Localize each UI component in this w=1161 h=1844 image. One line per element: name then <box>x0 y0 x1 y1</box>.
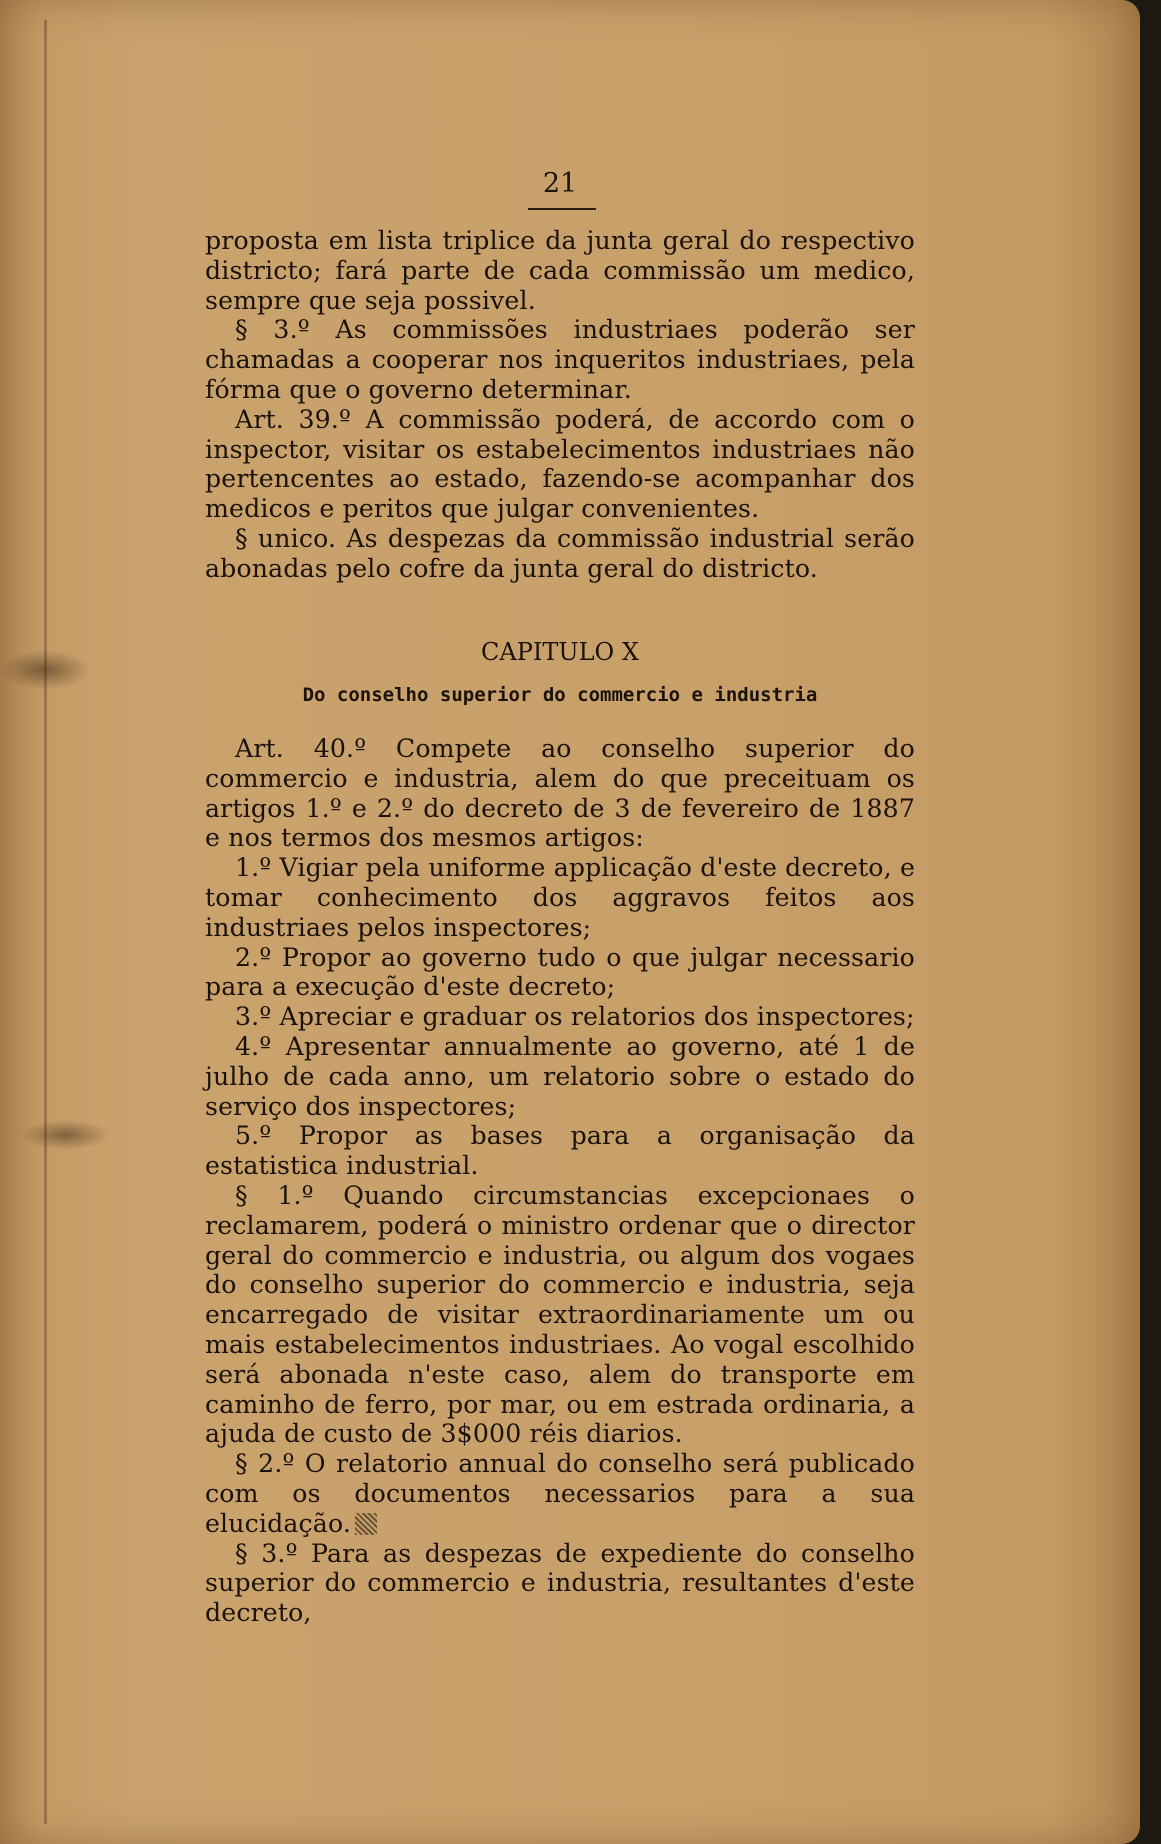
chapter-heading: CAPITULO X <box>481 638 639 666</box>
paragraph: 2.º Propor ao governo tudo o que julgar necessario para a execução d'este decreto; <box>205 942 915 1002</box>
chapter-subheading: Do conselho superior do commercio e industria <box>302 684 818 706</box>
paragraph: 1.º Vigiar pela uniforme applicação d'este decreto, e tomar conhecimento dos aggravos feitos aos industriaes pelos inspectores; <box>205 853 915 942</box>
paragraph: proposta em lista triplice da junta geral do respectivo districto; fará parte de cada commissão um medico, sempre que seja possivel. <box>205 226 915 315</box>
paragraph: § 1.º Quando circumstancias excepcionaes o reclamarem, poderá o ministro ordenar que o director geral do commercio e industria, ou algum dos vogaes do conselho superior do commercio e industria, seja encarregado de visitar extraordinariamente um ou mais estabelecimentos industriaes. Ao vogal escolhido será abonada n'este caso, alem do transporte em caminho de ferro, por mar, ou em estrada ordinaria, a ajuda de custo de 3$000 réis diarios. <box>205 1180 915 1449</box>
paragraph: 5.º Propor as bases para a organisação da estatistica industrial. <box>205 1121 915 1181</box>
chapter-text-block <box>205 734 915 1628</box>
paragraph: § 3.º As commissões industriaes poderão ser chamadas a cooperar nos inqueritos industriaes, pela fórma que o governo determinar. <box>205 315 915 404</box>
page-number: 21 <box>542 168 578 199</box>
page-stain <box>20 1120 110 1150</box>
page-fold <box>44 20 47 1824</box>
top-text-block <box>205 226 915 584</box>
page-number-rule <box>528 208 596 210</box>
paragraph: Art. 39.º A commissão poderá, de accordo com o inspector, visitar os estabelecimentos industriaes não pertencentes ao estado, fazendo-se acompanhar dos medicos e peritos que julgar convenientes. <box>205 404 915 524</box>
paragraph: § unico. As despezas da commissão industrial serão abonadas pelo cofre da junta geral do districto. <box>205 523 915 583</box>
paragraph-text: § 2.º O relatorio annual do conselho será publicado com os documentos necessarios para a sua elucidação. <box>205 1449 915 1538</box>
page-stain <box>0 650 90 690</box>
ink-stamp-icon <box>355 1513 377 1535</box>
paragraph: 3.º Apreciar e graduar os relatorios dos inspectores; <box>235 1002 915 1032</box>
paragraph: § 3.º Para as despezas de expediente do conselho superior do commercio e industria, resultantes d'este decreto, <box>205 1538 915 1628</box>
paragraph-with-stamp <box>205 1449 915 1538</box>
paragraph: 4.º Apresentar annualmente ao governo, até 1 de julho de cada anno, um relatorio sobre o estado do serviço dos inspectores; <box>205 1031 915 1121</box>
paragraph: Art. 40.º Compete ao conselho superior do commercio e industria, alem do que preceituam os artigos 1.º e 2.º do decreto de 3 de fevereiro de 1887 e nos termos dos mesmos artigos: <box>205 734 915 853</box>
